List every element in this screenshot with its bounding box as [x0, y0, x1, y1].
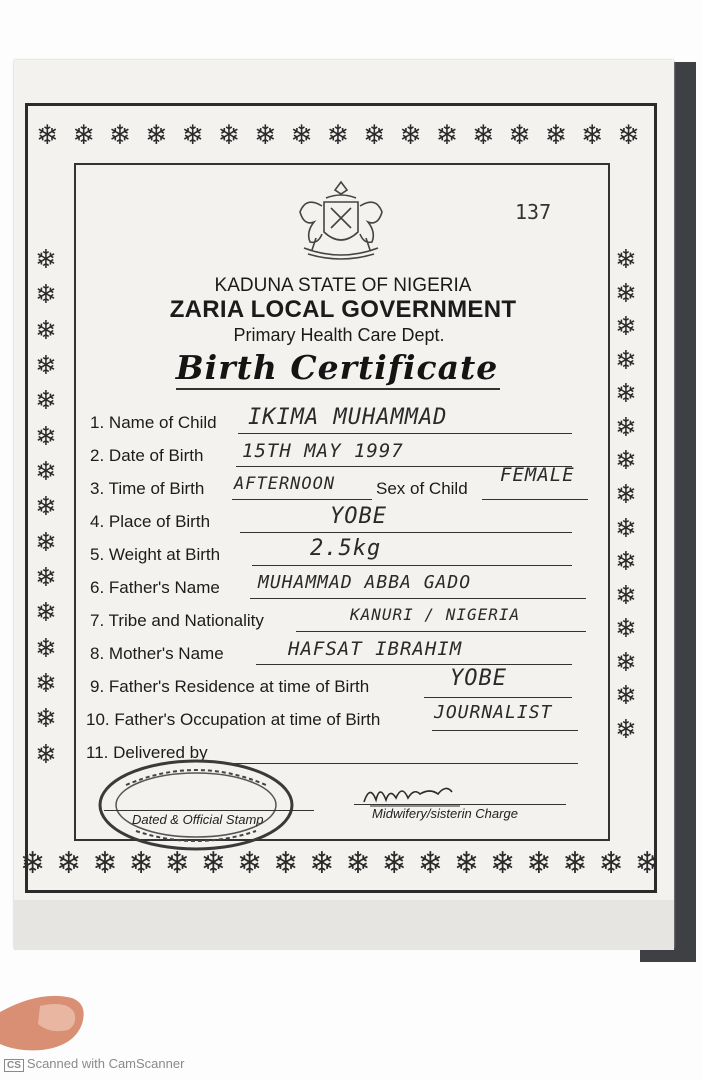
certificate-title: Birth Certificate: [175, 348, 499, 387]
snowflake-icon: ❄: [508, 120, 531, 151]
field-fathers-residence: 9. Father's Residence at time of Birth: [90, 677, 370, 696]
snowflake-icon: ❄: [35, 280, 57, 311]
snowflake-icon: ❄: [615, 547, 637, 578]
snowflake-icon: ❄: [345, 846, 371, 881]
snowflake-icon: ❄: [453, 846, 480, 881]
field-line: [256, 664, 572, 665]
footer-text: Scanned with CamScanner: [26, 1056, 185, 1071]
snowflake-icon: ❄: [128, 846, 154, 881]
finger-icon: [0, 992, 86, 1054]
field-line: [240, 532, 572, 533]
snowflake-icon: ❄: [544, 120, 568, 151]
snowflake-icon: ❄: [144, 120, 168, 151]
title-underline: [176, 388, 500, 390]
field-line: [252, 565, 572, 566]
serial-number: 137: [515, 200, 552, 224]
snowflake-icon: ❄: [164, 846, 190, 881]
field-line: [238, 433, 572, 434]
time-of-birth-value: AFTERNOON: [234, 474, 336, 494]
fathers-residence-value: YOBE: [450, 666, 507, 691]
paper-bottom-strip: [14, 900, 674, 950]
field-line: [250, 598, 586, 599]
snowflake-icon: ❄: [580, 120, 604, 151]
field-line: [296, 631, 586, 632]
snowflake-icon: ❄: [35, 492, 57, 523]
field-sex-of-child: Sex of Child: [376, 479, 468, 498]
snowflake-icon: ❄: [615, 681, 637, 712]
snowflake-icon: ❄: [35, 669, 57, 700]
snowflake-icon: ❄: [615, 647, 637, 678]
field-date-of-birth: 2. Date of Birth: [90, 446, 204, 465]
snowflake-icon: ❄: [362, 120, 386, 151]
snowflake-icon: ❄: [273, 846, 299, 881]
coat-of-arms-icon: [286, 178, 396, 268]
sex-of-child-value: FEMALE: [500, 464, 575, 486]
mothers-name-value: HAFSAT IBRAHIM: [288, 638, 463, 660]
snowflake-icon: ❄: [35, 245, 57, 275]
snowflake-icon: ❄: [200, 846, 226, 881]
snowflake-icon: ❄: [526, 846, 552, 881]
scanner-footer: [4, 1056, 184, 1072]
snowflake-icon: ❄: [615, 379, 637, 410]
field-name-of-child: 1. Name of Child: [90, 413, 217, 432]
field-line: [424, 697, 572, 698]
snowflake-icon: ❄: [217, 120, 241, 151]
midwife-label: Midwifery/sisterin Charge: [372, 806, 518, 821]
snowflake-icon: ❄: [108, 120, 132, 151]
field-tribe-nationality: 7. Tribe and Nationality: [90, 611, 264, 630]
snowflake-icon: ❄: [615, 345, 637, 376]
field-line: [482, 499, 588, 500]
official-stamp-icon: [96, 755, 296, 855]
snowflake-icon: ❄: [598, 846, 624, 881]
snowflake-icon: ❄: [615, 580, 637, 611]
fathers-occupation-value: JOURNALIST: [434, 702, 553, 723]
department-heading: Primary Health Care Dept.: [233, 325, 445, 345]
snowflake-icon: ❄: [35, 421, 57, 452]
date-of-birth-value: 15TH MAY 1997: [242, 440, 404, 462]
snowflake-icon: ❄: [35, 351, 57, 382]
snowflake-icon: ❄: [399, 120, 422, 151]
name-of-child-value: IKIMA MUHAMMAD: [248, 405, 448, 430]
snowflake-icon: ❄: [617, 120, 640, 151]
snowflake-icon: ❄: [253, 120, 277, 151]
snowflake-icon: ❄: [35, 563, 57, 594]
camscanner-badge-icon: CS: [4, 1059, 24, 1072]
snowflake-icon: ❄: [634, 846, 660, 881]
snowflake-icon: ❄: [615, 278, 637, 309]
local-government-heading: ZARIA LOCAL GOVERNMENT: [169, 296, 517, 323]
field-line: [432, 730, 578, 731]
snowflake-icon: ❄: [35, 457, 57, 488]
field-place-of-birth: 4. Place of Birth: [90, 512, 211, 531]
snowflake-icon: ❄: [35, 739, 57, 770]
snowflake-icon: ❄: [381, 846, 407, 881]
snowflake-icon: ❄: [35, 598, 57, 629]
snowflake-icon: ❄: [290, 120, 313, 151]
snowflake-icon: ❄: [35, 633, 57, 664]
snowflake-icon: ❄: [20, 846, 46, 881]
field-fathers-name: 6. Father's Name: [90, 578, 220, 597]
fathers-name-value: MUHAMMAD ABBA GADO: [258, 572, 472, 593]
snowflake-icon: ❄: [615, 412, 637, 443]
snowflake-icon: ❄: [35, 315, 57, 346]
place-of-birth-value: YOBE: [330, 504, 387, 529]
snowflake-icon: ❄: [35, 386, 57, 417]
snowflake-icon: ❄: [72, 120, 95, 151]
weight-at-birth-value: 2.5kg: [310, 536, 382, 561]
field-time-of-birth: 3. Time of Birth: [90, 479, 205, 498]
field-weight-at-birth: 5. Weight at Birth: [90, 545, 221, 564]
snowflake-icon: ❄: [471, 120, 495, 151]
snowflake-icon: ❄: [490, 846, 516, 881]
snowflake-icon: ❄: [615, 245, 637, 275]
snowflake-icon: ❄: [417, 846, 443, 881]
snowflake-icon: ❄: [615, 513, 637, 544]
stamp-line: [104, 810, 314, 811]
dated-official-stamp-label: Dated & Official Stamp: [132, 812, 264, 827]
state-heading: KADUNA STATE OF NIGERIA: [214, 275, 472, 296]
signature-line: [354, 804, 566, 805]
field-fathers-occupation: 10. Father's Occupation at time of Birth: [86, 710, 381, 729]
snowflake-icon: ❄: [615, 479, 637, 510]
tribe-nationality-value: KANURI / NIGERIA: [350, 605, 521, 624]
snowflake-icon: ❄: [615, 446, 637, 477]
snowflake-icon: ❄: [92, 846, 118, 881]
snowflake-icon: ❄: [181, 120, 204, 151]
snowflake-border-top: [36, 120, 640, 151]
snowflake-icon: ❄: [615, 312, 637, 343]
snowflake-icon: ❄: [56, 846, 82, 881]
snowflake-icon: ❄: [615, 614, 637, 645]
snowflake-icon: ❄: [309, 846, 335, 881]
snowflake-icon: ❄: [562, 846, 588, 881]
snowflake-icon: ❄: [326, 120, 350, 151]
snowflake-icon: ❄: [435, 120, 459, 151]
snowflake-icon: ❄: [236, 846, 263, 881]
snowflake-icon: ❄: [36, 120, 59, 151]
field-line: [232, 499, 372, 500]
snowflake-icon: ❄: [35, 704, 57, 735]
field-delivered-by: 11. Delivered by: [86, 743, 208, 762]
field-mothers-name: 8. Mother's Name: [90, 644, 224, 663]
snowflake-icon: ❄: [35, 527, 57, 558]
snowflake-icon: ❄: [615, 714, 637, 745]
